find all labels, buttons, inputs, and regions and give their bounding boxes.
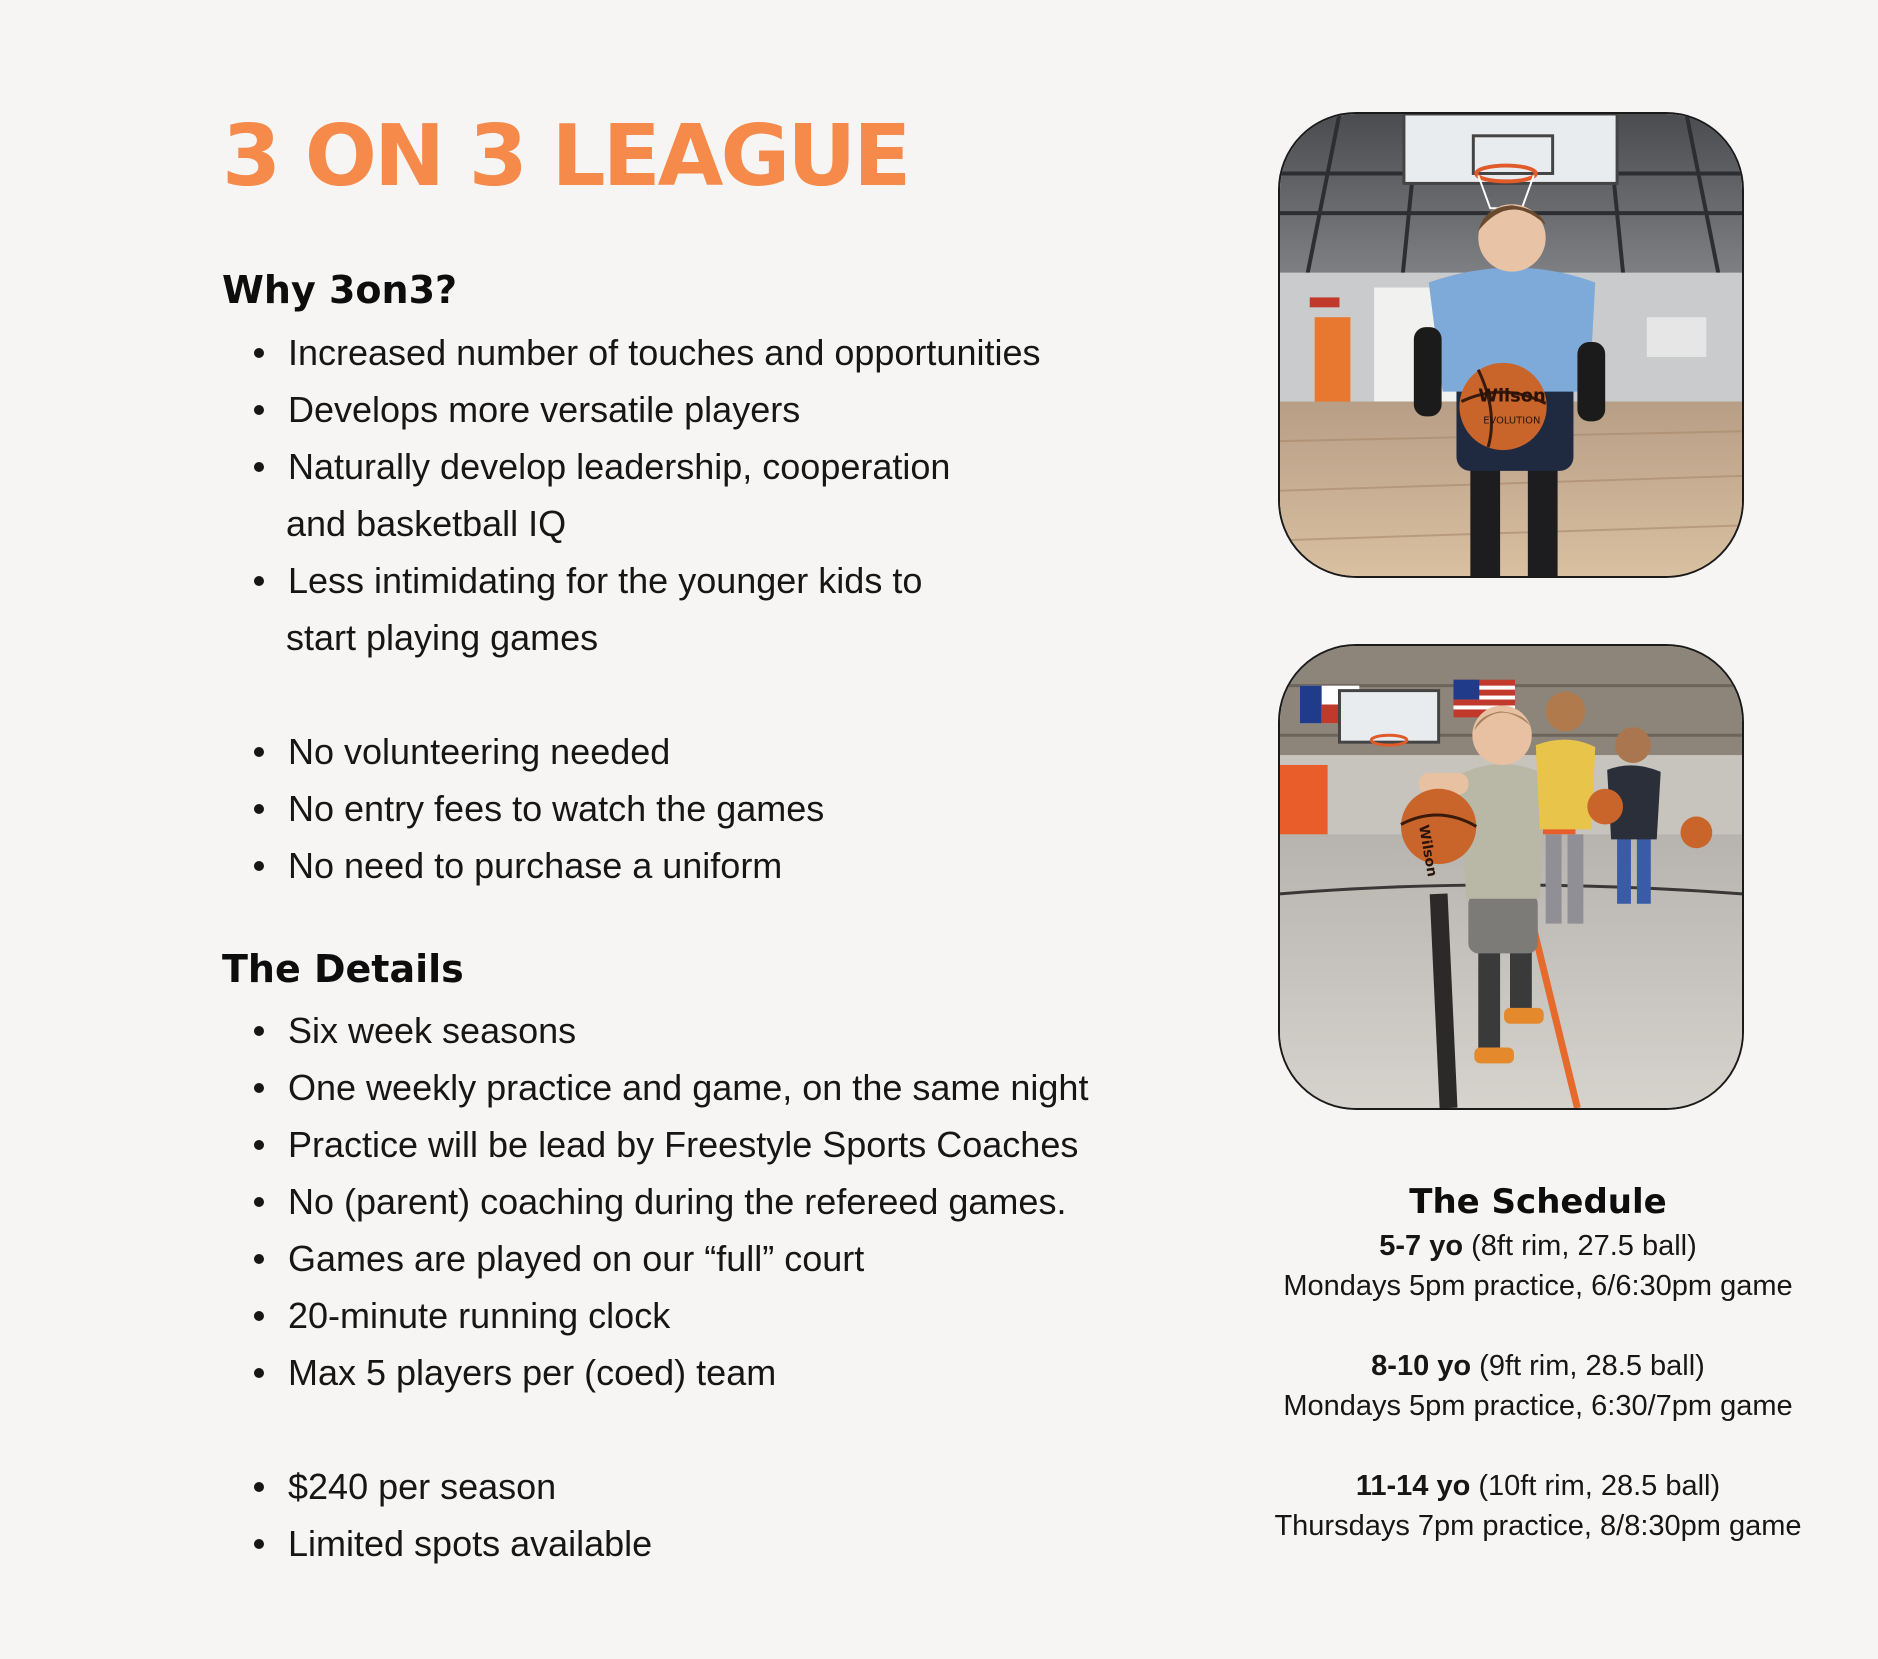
list-item <box>250 381 1040 438</box>
list-item <box>250 1230 1088 1287</box>
list-item-text: $240 per season <box>288 1466 557 1507</box>
list-item-text: No (parent) coaching during the refereed games. <box>288 1181 1067 1222</box>
ball-brand-text: Wilson <box>1415 823 1440 879</box>
list-item-text: No volunteering needed <box>288 731 671 772</box>
schedule-equipment: (8ft rim, 27.5 ball) <box>1463 1230 1697 1262</box>
list-item-text: Naturally develop leadership, cooperation <box>288 446 951 487</box>
list-item-text: Increased number of touches and opportunities <box>288 332 1041 373</box>
schedule-times: Mondays 5pm practice, 6:30/7pm game <box>1283 1390 1793 1422</box>
ball-brand-text: Wilson <box>1478 385 1546 407</box>
list-item-text: Develops more versatile players <box>288 389 801 430</box>
why-3on3-list <box>250 324 1040 894</box>
schedule-age: 8-10 yo <box>1371 1350 1472 1382</box>
list-item-text: Six week seasons <box>288 1010 577 1051</box>
list-item <box>250 324 1040 381</box>
photo-kids-dribbling <box>1278 644 1744 1110</box>
list-item <box>250 1116 1088 1173</box>
schedule-times: Thursdays 7pm practice, 8/8:30pm game <box>1274 1510 1802 1542</box>
schedule-times: Mondays 5pm practice, 6/6:30pm game <box>1283 1270 1793 1302</box>
schedule-equipment: (9ft rim, 28.5 ball) <box>1471 1350 1705 1382</box>
page-title: 3 ON 3 LEAGUE <box>222 107 909 206</box>
list-item-text: Practice will be lead by Freestyle Sports Coaches <box>288 1124 1079 1165</box>
list-item <box>250 1059 1088 1116</box>
list-item-text-continued: start playing games <box>286 617 599 658</box>
schedule-group <box>1228 1466 1848 1546</box>
list-item-text: Less intimidating for the younger kids to <box>288 560 923 601</box>
list-item <box>250 438 1040 552</box>
list-item <box>250 780 1040 837</box>
details-list <box>250 1002 1088 1572</box>
list-item-text-continued: and basketball IQ <box>286 503 567 544</box>
schedule-section <box>1228 1178 1848 1586</box>
schedule-age-line <box>1228 1226 1848 1266</box>
list-item-text: No need to purchase a uniform <box>288 845 783 886</box>
schedule-age: 11-14 yo <box>1355 1470 1471 1502</box>
schedule-age-line <box>1228 1466 1848 1506</box>
schedule-group <box>1228 1226 1848 1306</box>
list-item <box>250 552 1040 666</box>
schedule-heading: The Schedule <box>1409 1182 1667 1222</box>
list-item-text: Games are played on our “full” court <box>288 1238 865 1279</box>
list-item <box>250 1002 1088 1059</box>
list-item-text: No entry fees to watch the games <box>288 788 825 829</box>
list-item <box>250 1344 1088 1401</box>
list-item <box>250 723 1040 780</box>
schedule-group <box>1228 1346 1848 1426</box>
list-item-text: 20-minute running clock <box>288 1295 671 1336</box>
list-item <box>250 1458 1088 1515</box>
photo-boy-holding-ball <box>1278 112 1744 578</box>
photo-illustration <box>1280 114 1742 576</box>
schedule-age: 5-7 yo <box>1379 1230 1464 1262</box>
schedule-age-line <box>1228 1346 1848 1386</box>
photo-illustration <box>1280 646 1742 1108</box>
details-heading: The Details <box>222 947 464 991</box>
list-item <box>250 837 1040 894</box>
list-item-text: Max 5 players per (coed) team <box>288 1352 777 1393</box>
schedule-equipment: (10ft rim, 28.5 ball) <box>1470 1470 1721 1502</box>
why-3on3-heading: Why 3on3? <box>222 268 458 312</box>
ball-model-text: EVOLUTION <box>1483 415 1541 427</box>
list-item-text: One weekly practice and game, on the same night <box>288 1067 1089 1108</box>
list-item <box>250 1173 1088 1230</box>
list-item-text: Limited spots available <box>288 1523 653 1564</box>
list-item <box>250 1515 1088 1572</box>
list-item <box>250 1287 1088 1344</box>
